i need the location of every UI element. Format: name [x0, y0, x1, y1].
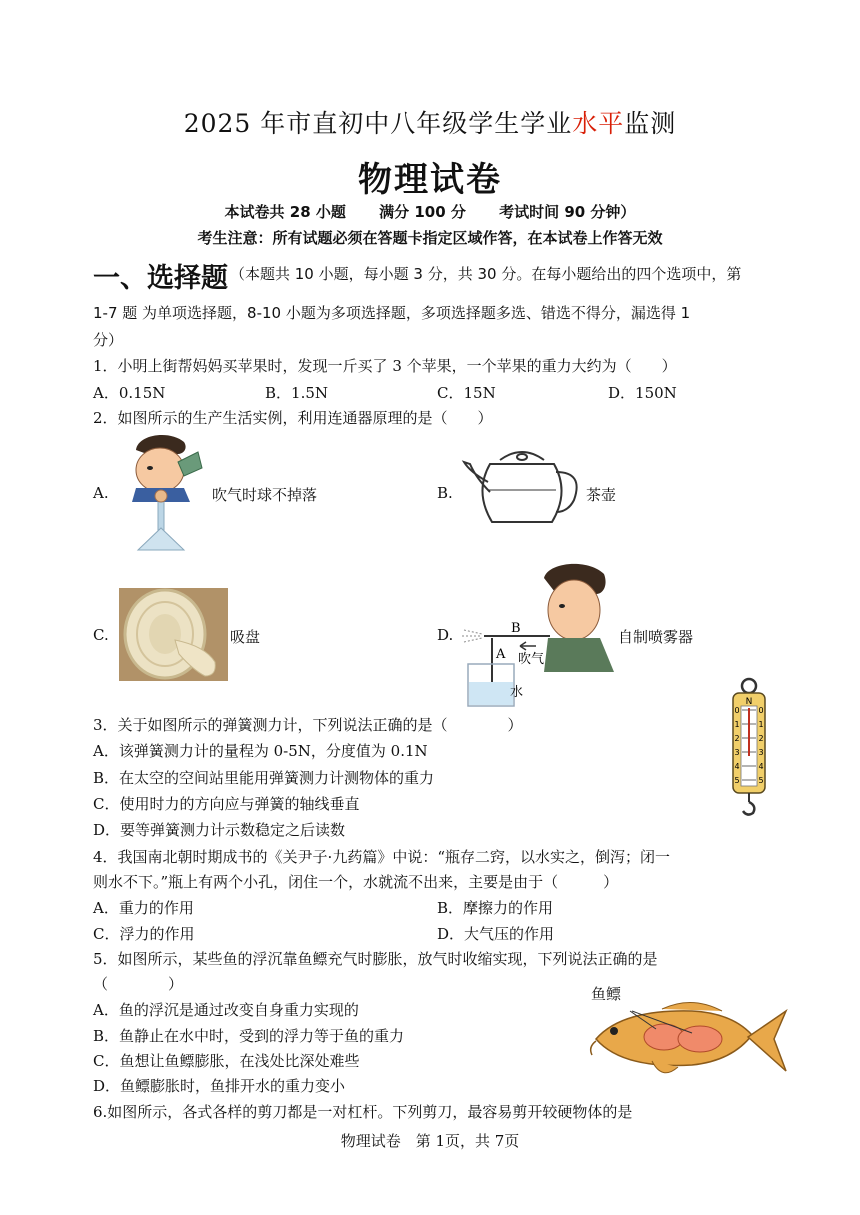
q2-option-d-caption: 自制喷雾器 [618, 628, 694, 646]
q3-option-b: B．在太空的空间站里能用弹簧测力计测物体的重力 [93, 769, 435, 787]
q2-option-a-letter: A. [93, 484, 109, 502]
q4-stem-1: 4．我国南北朝时期成书的《关尹子·九药篇》中说：“瓶存二窍，以水实之，倒泻；闭一 [93, 848, 670, 866]
section-note-2: 1-7 题 为单项选择题，8-10 小题为多项选择题，多项选择题多选、错选不得分，漏选得 1 [93, 304, 691, 322]
scale-tick-label-left: 3 [734, 748, 740, 757]
q3-stem: 3．关于如图所示的弹簧测力计，下列说法正确的是（ ） [93, 716, 523, 734]
spring-scale-illustration [727, 676, 771, 818]
sprayer-label-b: B [511, 621, 521, 636]
sprayer-label-blow: 吹气 [518, 652, 545, 667]
q1-option-a: A．0.15N [93, 384, 166, 402]
fish-bladder-label: 鱼鳔 [591, 985, 622, 1003]
sprayer-label-water: 水 [510, 685, 524, 700]
q2-option-b-letter: B. [437, 484, 453, 502]
q5-option-c: C．鱼想让鱼鳔膨胀，在浅处比深处难些 [93, 1052, 360, 1070]
q5-option-d: D．鱼鳔膨胀时，鱼排开水的重力变小 [93, 1077, 346, 1095]
q1-option-c: C．15N [437, 384, 496, 402]
q2-option-b-caption: 茶壶 [586, 486, 617, 504]
q2-option-a-caption: 吹气时球不掉落 [212, 486, 318, 504]
scale-tick-label-right: 0 [758, 706, 764, 715]
meta-score: 满分 100 分 [379, 203, 466, 221]
header-title-post: 监测 [624, 109, 677, 138]
q1-option-b: B．1.5N [265, 384, 329, 402]
q6-stem: 6.如图所示，各式各样的剪刀都是一对杠杆。下列剪刀，最容易剪开较硬物体的是 [93, 1103, 633, 1121]
q2-option-c-caption: 吸盘 [230, 628, 261, 646]
exam-header [0, 104, 860, 140]
q3-option-d: D．要等弹簧测力计示数稳定之后读数 [93, 821, 346, 839]
meta-time: 考试时间 90 分钟） [499, 203, 636, 221]
section-title: 一、选择题 [93, 263, 228, 294]
scale-tick-label-right: 1 [758, 720, 764, 729]
section-note-1: （本题共 10 小题，每小题 3 分，共 30 分。在每小题给出的四个选项中，第 [230, 265, 742, 283]
subject-title: 物理试卷 [358, 160, 502, 200]
meta-count: 本试卷共 28 小题 [224, 203, 346, 221]
q5-option-b: B．鱼静止在水中时，受到的浮力等于鱼的重力 [93, 1027, 405, 1045]
q1-option-d: D．150N [608, 384, 677, 402]
q5-option-a: A．鱼的浮沉是通过改变自身重力实现的 [93, 1001, 359, 1019]
suction-cup-photo [119, 588, 228, 681]
page-footer: 物理试卷 第 1页，共 7页 [340, 1132, 520, 1150]
q4-stem-2: 则水不下。”瓶上有两个小孔，闭住一个，水就流不出来，主要是由于（ ） [93, 873, 619, 891]
scale-tick-label-left: 0 [734, 706, 740, 715]
scale-tick-label-right: 5 [758, 776, 764, 785]
scale-tick-label-left: 2 [734, 734, 740, 743]
scale-tick-label-left: 1 [734, 720, 740, 729]
q4-option-d: D．大气压的作用 [437, 925, 555, 943]
sprayer-label-a: A [496, 647, 506, 662]
header-title-pre: 2025 年市直初中八年级学生学业 [183, 109, 573, 138]
homemade-sprayer-illustration [458, 560, 616, 710]
q2-stem: 2．如图所示的生产生活实例，利用连通器原理的是（ ） [93, 409, 493, 427]
teapot-illustration [460, 442, 584, 530]
q5-stem-2: （ ） [93, 975, 184, 993]
q4-option-a: A．重力的作用 [93, 899, 194, 917]
scale-tick-label-left: 5 [734, 776, 740, 785]
exam-meta [0, 201, 860, 222]
boy-blowing-ball-illustration [118, 432, 210, 554]
q2-option-c-letter: C. [93, 626, 109, 644]
q3-option-a: A．该弹簧测力计的量程为 0-5N，分度值为 0.1N [93, 742, 428, 760]
scale-tick-label-right: 2 [758, 734, 764, 743]
fish-illustration [582, 995, 788, 1085]
q1-stem: 1．小明上街帮妈妈买苹果时，发现一斤买了 3 个苹果，一个苹果的重力大约为（ ） [93, 357, 677, 375]
scale-tick-label-right: 4 [758, 762, 764, 771]
header-title-red: 水平 [572, 109, 625, 138]
q5-stem-1: 5．如图所示，某些鱼的浮沉靠鱼鳔充气时膨胀，放气时收缩实现，下列说法正确的是 [93, 950, 658, 968]
q4-option-c: C．浮力的作用 [93, 925, 195, 943]
section-note-3: 分） [93, 331, 124, 349]
scale-tick-label-right: 3 [758, 748, 764, 757]
q4-option-b: B．摩擦力的作用 [437, 899, 554, 917]
q2-option-d-letter: D. [437, 626, 454, 644]
q3-option-c: C．使用时力的方向应与弹簧的轴线垂直 [93, 795, 360, 813]
scale-unit: N [745, 697, 753, 707]
exam-notice: 考生注意：所有试题必须在答题卡指定区域作答，在本试卷上作答无效 [197, 229, 663, 247]
scale-tick-label-left: 4 [734, 762, 740, 771]
